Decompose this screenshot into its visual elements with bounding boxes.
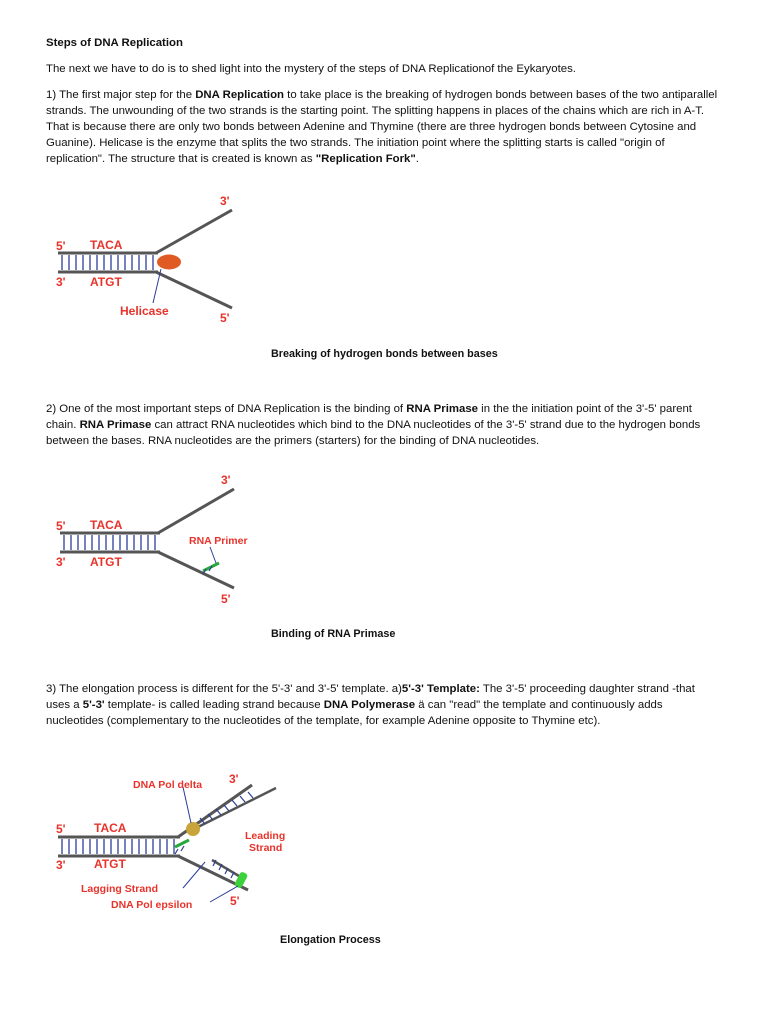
lagging-strand-fragments [175, 840, 248, 889]
dna-pol-delta-enzyme [186, 822, 200, 836]
helicase-label: Helicase [120, 304, 169, 318]
step1-paragraph [46, 87, 722, 167]
caption-figure-3: Elongation Process [280, 934, 381, 946]
text-run: in the the initiation point of the 3'-5' parent chain. [46, 403, 692, 431]
leading-strand-label-2: Strand [249, 842, 283, 854]
pointer-line [210, 547, 216, 563]
rna-primer-segment [203, 563, 219, 574]
pointer-line [183, 862, 205, 888]
sequence-bottom: ATGT [90, 555, 122, 569]
end-label-left-top: 5' [56, 822, 66, 836]
sequence-top: TACA [90, 238, 123, 252]
fork-upper-strand [156, 210, 232, 253]
step2-paragraph [46, 401, 722, 449]
bold-run: RNA Primase [79, 419, 152, 431]
fork-lower-strand [156, 272, 232, 308]
figure-helicase [0, 190, 768, 330]
end-label-left-top: 5' [56, 239, 66, 253]
end-label-top: 3' [220, 194, 230, 208]
fork-upper-strand [158, 489, 234, 533]
end-label-top: 3' [221, 473, 231, 487]
step3-paragraph [46, 681, 722, 729]
bold-run: 5'-3' [82, 699, 105, 711]
end-label-left-bottom: 3' [56, 858, 66, 872]
caption-figure-1: Breaking of hydrogen bonds between bases [271, 348, 498, 360]
bold-run: DNA Polymerase [323, 699, 416, 711]
sequence-bottom: ATGT [90, 275, 122, 289]
sequence-bottom: ATGT [94, 857, 126, 871]
end-label-left-bottom: 3' [56, 275, 66, 289]
text-run: can attract RNA nucleotides which bind to the DNA nucleotides of the 3'-5' strand due to the hydrogen bonds between the bases. RNA nucleotides are the primers (starters) for the binding of DNA nucleotides. [46, 419, 701, 447]
text-run: ä can "read" the template and continuously adds nucleotides (complementary to the nucleotides of the template, for example Adenine opposite to Thymine etc). [46, 699, 663, 727]
bold-run: RNA Primase [406, 403, 479, 415]
pointer-line [183, 787, 191, 823]
text-run: to take place is the breaking of hydrogen bonds between bases of the two antiparallel strands. The unwounding of the two strands is the starting point. The splitting happens in places of the chains which are rich in A-T. That is because there are only two bonds between Adenine and Thymine (there are three hydrogen bonds between Cytosine and Guanine). Helicase is the enzyme that splits the two strands. The initiation point where the splitting starts is called "origin of replication". The structure that is created is known as [46, 89, 718, 165]
sequence-top: TACA [94, 821, 127, 835]
leading-strand-label-1: Leading [245, 830, 286, 842]
sequence-top: TACA [90, 518, 123, 532]
dna-ladder [58, 837, 180, 856]
leading-strand-daughter [194, 788, 276, 829]
page-title: Steps of DNA Replication [46, 37, 183, 49]
figure-elongation [0, 766, 768, 916]
dna-pol-epsilon-label: DNA Pol epsilon [111, 899, 193, 911]
intro-paragraph: The next we have to do is to shed light into the mystery of the steps of DNA Replicationof the Eykaryotes. [46, 63, 576, 75]
dna-pol-delta-label: DNA Pol delta [133, 779, 203, 791]
text-run: 1) The first major step for the [46, 89, 196, 101]
dna-ladder [60, 533, 160, 552]
rna-primer-label: RNA Primer [189, 535, 248, 547]
text-run: template- is called leading strand because [104, 699, 324, 711]
bold-run: 5'-3' Template: [401, 683, 480, 695]
end-label-bottom: 5' [220, 311, 230, 325]
text-run: The 3'-5' proceeding daughter strand -that uses a [46, 683, 695, 711]
end-label-left-bottom: 3' [56, 555, 66, 569]
text-run: 3) The elongation process is different for the 5'-3' and 3'-5' template. a) [46, 683, 402, 695]
bold-run: "Replication Fork" [315, 153, 416, 165]
bold-run: DNA Replication [195, 89, 285, 101]
caption-figure-2: Binding of RNA Primase [271, 628, 396, 640]
lagging-strand-label: Lagging Strand [81, 883, 158, 895]
end-label-bottom: 5' [230, 894, 240, 908]
end-label-left-top: 5' [56, 519, 66, 533]
fork-lower-strand [158, 552, 234, 588]
text-run: . [415, 153, 419, 165]
end-label-top: 3' [229, 772, 239, 786]
end-label-bottom: 5' [221, 592, 231, 606]
dna-ladder [58, 253, 158, 272]
helicase-enzyme [157, 255, 181, 270]
figure-rna-primer [0, 470, 768, 610]
text-run: 2) One of the most important steps of DNA Replication is the binding of [46, 403, 407, 415]
